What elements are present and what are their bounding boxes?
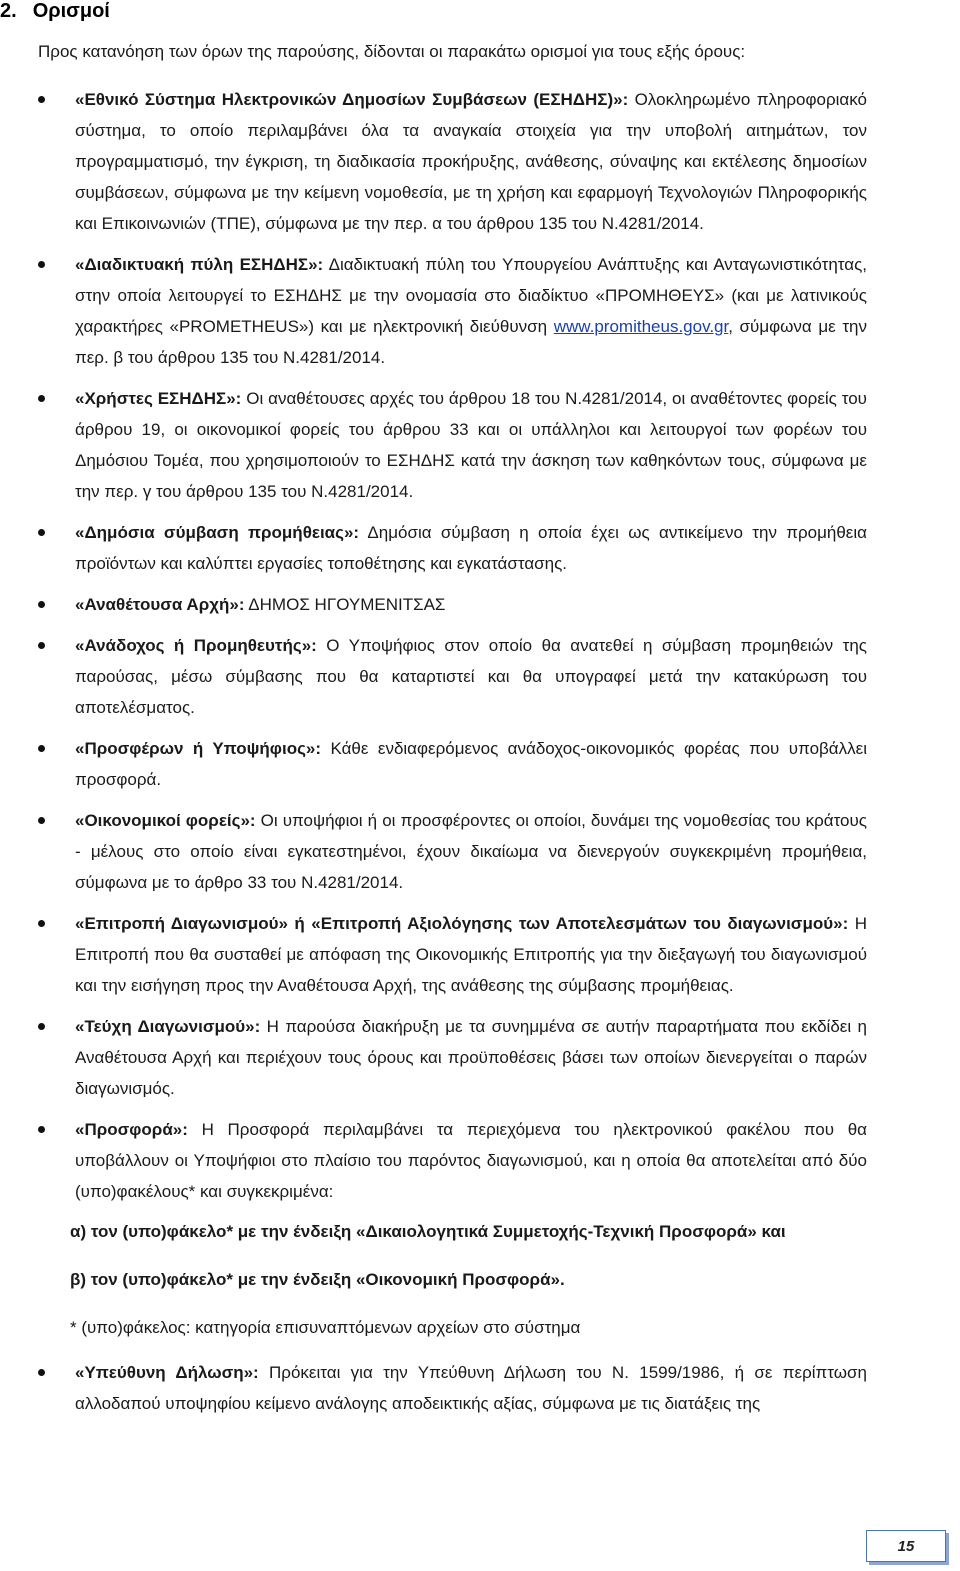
definition-item: [0, 249, 867, 373]
promitheus-link[interactable]: www.promitheus.gov.gr: [553, 317, 729, 336]
definition-term: «Οικονομικοί φορείς»:: [75, 811, 256, 830]
definition-text: Διαδικτυακή πύλη του Υπουργείου Ανάπτυξης και Ανταγωνιστικότητας, στην οποία λειτουργεί το ΕΣΗΔΗΣ με την ονομασία στο διαδίκτυο «ΠΡΟΜΗΘΕΥΣ» (και με λατινικούς χαρακτήρες «PROMETHEUS») και με ηλεκτρονική διεύθυνση: [75, 255, 867, 336]
definition-item: [0, 383, 867, 507]
section-number: 2.: [0, 0, 17, 22]
definition-term: «Ανάδοχος ή Προμηθευτής»:: [75, 636, 317, 655]
definition-text: Οι αναθέτουσες αρχές του άρθρου 18 του Ν.4281/2014, οι αναθέτοντες φορείς του άρθρου 19, οι οικονομικοί φορείς του άρθρου 33 και οι υπάλληλοι και λειτουργοί των φορέων του Δημόσιου Τομέα, που χρησιμοποιούν το ΕΣΗΔΗΣ κατά την άσκηση των καθηκόντων τους, σύμφωνα με την περ. γ του άρθρου 135 του Ν.4281/2014.: [75, 389, 867, 501]
section-title: Ορισμοί: [32, 0, 110, 22]
definition-term: «Αναθέτουσα Αρχή»:: [75, 595, 245, 614]
definition-term: «Χρήστες ΕΣΗΔΗΣ»:: [75, 389, 242, 408]
bullet-icon: [38, 817, 45, 824]
definitions-list: [0, 84, 960, 1429]
definition-text: Ο Υποψήφιος στον οποίο θα ανατεθεί η σύμβαση προμηθειών της παρούσας, μέσω σύμβασης που θα καταρτιστεί και θα υπογραφεί μετά την κατακύρωση του αποτελέσματος.: [75, 636, 867, 717]
page-number: 15: [866, 1530, 946, 1562]
definition-text: ΔΗΜΟΣ ΗΓΟΥΜΕΝΙΤΣΑΣ: [244, 595, 446, 614]
definition-text: Πρόκειται για την Υπεύθυνη Δήλωση του Ν. 1599/1986, ή σε περίπτωση αλλοδαπού υποψηφίου κείμενο ανάλογης αποδεικτικής αξίας, σύμφωνα με τις διατάξεις της: [75, 1363, 867, 1413]
definition-term: «Εθνικό Σύστημα Ηλεκτρονικών Δημοσίων Συμβάσεων (ΕΣΗΔΗΣ)»:: [75, 90, 629, 109]
footnote: * (υπο)φάκελος: κατηγορία επισυναπτόμενων αρχείων στο σύστημα: [70, 1318, 581, 1337]
definition-item: [0, 1357, 867, 1419]
bullet-icon: [38, 1023, 45, 1030]
section-heading: [0, 0, 110, 23]
offer-parts: [0, 1219, 960, 1341]
bullet-icon: [38, 529, 45, 536]
definition-term: «Επιτροπή Διαγωνισμού» ή «Επιτροπή Αξιολόγησης των Αποτελεσμάτων του διαγωνισμού»:: [75, 914, 849, 933]
definition-text: Κάθε ενδιαφερόμενος ανάδοχος-οικονομικός φορέας που υποβάλλει προσφορά.: [75, 739, 867, 789]
definition-item: [0, 908, 867, 1001]
definition-item: [0, 805, 867, 898]
definition-term: «Προσφέρων ή Υποψήφιος»:: [75, 739, 322, 758]
offer-part-a: α) τον (υπο)φάκελο* με την ένδειξη «Δικαιολογητικά Συμμετοχής-Τεχνική Προσφορά» και: [70, 1222, 786, 1241]
bullet-icon: [38, 920, 45, 927]
definition-item: [0, 630, 867, 723]
definition-term: «Υπεύθυνη Δήλωση»:: [75, 1363, 259, 1382]
definition-text: Η Επιτροπή που θα συσταθεί με απόφαση της Οικονομικής Επιτροπής για την διεξαγωγή του διαγωνισμού και την εισήγηση προς την Αναθέτουσα Αρχή, της ανάθεσης της σύμβασης προμήθειας.: [75, 914, 868, 995]
bullet-icon: [38, 601, 45, 608]
bullet-icon: [38, 642, 45, 649]
definition-item: [0, 589, 867, 620]
offer-part-b: β) τον (υπο)φάκελο* με την ένδειξη «Οικονομική Προσφορά».: [70, 1270, 565, 1289]
definition-item: [0, 84, 867, 239]
definition-text: Η Προσφορά περιλαμβάνει τα περιεχόμενα του ηλεκτρονικού φακέλου που θα υποβάλλουν οι Υποψήφιοι στο πλαίσιο του παρόντος διαγωνισμού, και η οποία θα αποτελείται από δύο (υπο)φακέλους* και συγκεκριμένα:: [75, 1120, 867, 1201]
definition-item: [0, 517, 867, 579]
bullet-icon: [38, 395, 45, 402]
definition-text: Δημόσια σύμβαση η οποία έχει ως αντικείμενο την προμήθεια προϊόντων και καλύπτει εργασίες τοποθέτησης και εγκατάστασης.: [75, 523, 867, 573]
bullet-icon: [38, 1126, 45, 1133]
definition-text: Ολοκληρωμένο πληροφοριακό σύστημα, το οποίο περιλαμβάνει όλα τα αναγκαία στοιχεία για την υποβολή αιτημάτων, τον προγραμματισμό, την έγκριση, τη διαδικασία προκήρυξης, ανάθεσης, σύναψης και εκτέλεσης δημοσίων συμβάσεων, σύμφωνα με την κείμενη νομοθεσία, με τη χρήση και εφαρμογή Τεχνολογιών Πληροφορικής και Επικοινωνιών (ΤΠΕ), σύμφωνα με την περ. α του άρθρου 135 του Ν.4281/2014.: [75, 90, 868, 233]
definition-text-after: , σύμφωνα με την περ. β του άρθρου 135 του Ν.4281/2014.: [75, 317, 867, 367]
bullet-icon: [38, 745, 45, 752]
intro-text: Προς κατανόηση των όρων της παρούσης, δίδονται οι παρακάτω ορισμοί για τους εξής όρους:: [38, 42, 746, 61]
definition-text: Η παρούσα διακήρυξη με τα συνημμένα σε αυτήν παραρτήματα που εκδίδει η Αναθέτουσα Αρχή και περιέχουν τους όρους και προϋποθέσεις βάσει των οποίων διενεργείται ο παρών διαγωνισμός.: [75, 1017, 867, 1098]
definition-item: [0, 733, 867, 795]
definition-term: «Διαδικτυακή πύλη ΕΣΗΔΗΣ»:: [75, 255, 324, 274]
definition-item: [0, 1011, 867, 1104]
definition-text: Οι υποψήφιοι ή οι προσφέροντες οι οποίοι, δυνάμει της νομοθεσίας του κράτους - μέλους στο οποίο είναι εγκατεστημένοι, έχουν δικαίωμα να διενεργούν συγκεκριμένη προμήθεια, σύμφωνα με το άρθρο 33 του Ν.4281/2014.: [75, 811, 867, 892]
definition-term: «Δημόσια σύμβαση προμήθειας»:: [75, 523, 360, 542]
definition-item: [0, 1114, 867, 1207]
definition-term: «Προσφορά»:: [75, 1120, 188, 1139]
bullet-icon: [38, 1369, 45, 1376]
definition-term: «Τεύχη Διαγωνισμού»:: [75, 1017, 261, 1036]
bullet-icon: [38, 96, 45, 103]
bullet-icon: [38, 261, 45, 268]
